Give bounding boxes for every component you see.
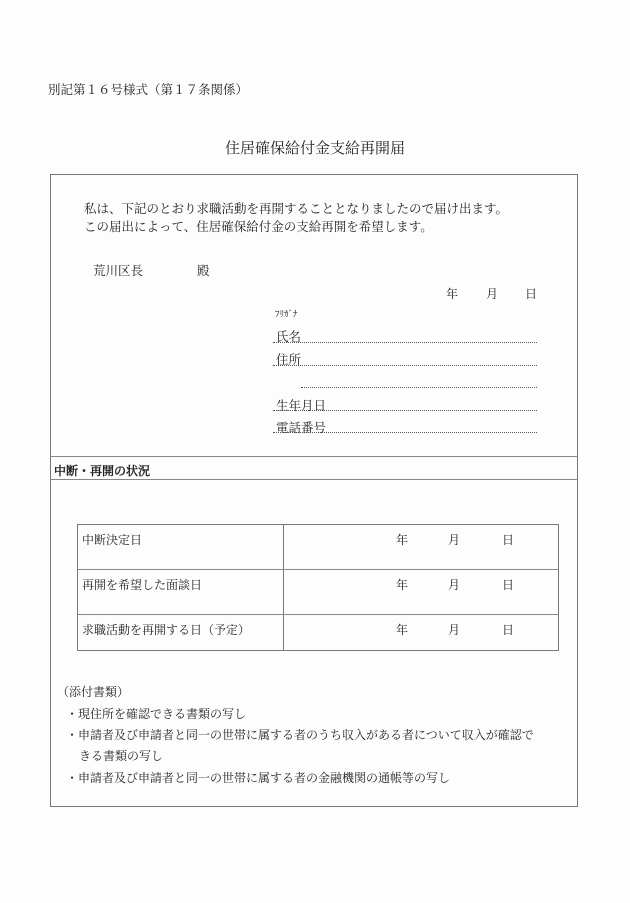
phone-field[interactable] xyxy=(273,432,537,433)
table-row-label: 再開を希望した面談日 xyxy=(82,578,203,592)
attachment-item: ・申請者及び申請者と同一の世帯に属する者のうち収入がある者について収入が確認で xyxy=(66,728,534,742)
intro-line-2: この届出によって、住居確保給付金の支給再開を希望します。 xyxy=(84,219,433,234)
attachments-heading: （添付書類） xyxy=(57,685,130,699)
furigana-label: ﾌﾘｶﾞﾅ xyxy=(275,310,298,320)
section-title: 中断・再開の状況 xyxy=(54,464,151,478)
section-divider-bottom xyxy=(50,479,578,480)
attachment-item: ・申請者及び申請者と同一の世帯に属する者の金融機関の通帳等の写し xyxy=(66,771,451,785)
address-field-line-2[interactable] xyxy=(301,387,537,388)
table-row-day: 日 xyxy=(502,578,515,592)
form-reference: 別記第１６号様式（第１７条関係） xyxy=(48,82,249,97)
table-row-label: 求職活動を再開する日（予定） xyxy=(82,623,251,637)
table-row-divider-1 xyxy=(77,569,559,570)
submit-year-label: 年 xyxy=(446,287,459,301)
table-row-divider-2 xyxy=(77,614,559,615)
table-row-month: 月 xyxy=(448,578,461,592)
birthdate-label: 生年月日 xyxy=(276,398,327,413)
submit-day-label: 日 xyxy=(525,287,538,301)
table-row-month: 月 xyxy=(448,623,461,637)
name-field[interactable] xyxy=(273,342,537,343)
intro-line-1: 私は、下記のとおり求職活動を再開することとなりましたので届け出ます。 xyxy=(84,201,509,216)
addressee-honorific: 殿 xyxy=(197,263,210,278)
document-title: 住居確保給付金支給再開届 xyxy=(224,139,405,157)
addressee-name: 荒川区長 xyxy=(93,263,144,278)
address-label: 住所 xyxy=(276,352,302,367)
section-divider-top xyxy=(50,456,578,457)
table-row-year: 年 xyxy=(396,623,409,637)
table-row-year: 年 xyxy=(396,578,409,592)
address-field-line-1[interactable] xyxy=(273,365,537,366)
table-row-day: 日 xyxy=(502,533,515,547)
phone-label: 電話番号 xyxy=(276,420,327,435)
name-label: 氏名 xyxy=(276,329,302,344)
submit-month-label: 月 xyxy=(486,287,499,301)
table-column-divider xyxy=(283,524,284,651)
birthdate-field[interactable] xyxy=(273,410,537,411)
table-row-label: 中断決定日 xyxy=(82,533,143,547)
table-row-month: 月 xyxy=(448,533,461,547)
attachment-item-continued: きる書類の写し xyxy=(79,749,164,763)
table-row-day: 日 xyxy=(502,623,515,637)
table-row-year: 年 xyxy=(396,533,409,547)
attachment-item: ・現住所を確認できる書類の写し xyxy=(66,707,247,721)
